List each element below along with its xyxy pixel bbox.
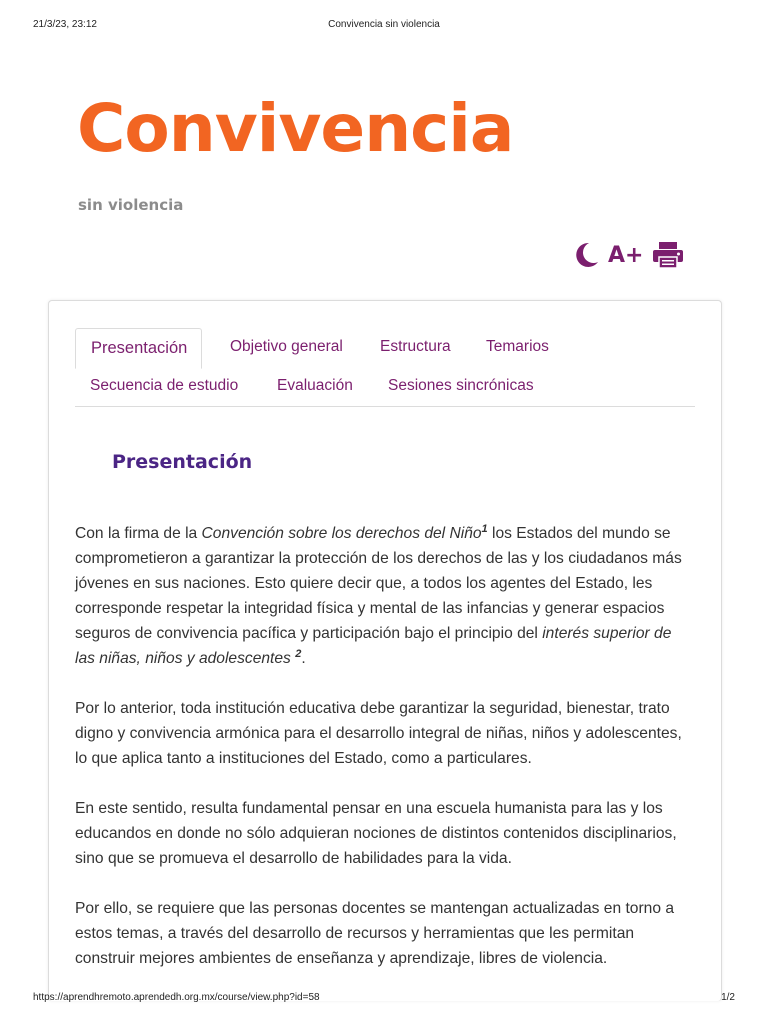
section-body	[75, 521, 695, 996]
paragraph-2: Por lo anterior, toda institución educativa debe garantizar la seguridad, bienestar, trato digno y convivencia armónica para el desarrollo integral de niñas, niños y adolescentes, lo que aplica tanto a instituciones del Estado, como a particulares.	[75, 700, 682, 767]
print-datetime: 21/3/23, 23:12	[33, 19, 97, 30]
footnote-ref-1[interactable]: 1	[481, 522, 488, 535]
paragraph-1-text-b: los Estados del mundo se comprometieron a garantizar la protección de los derechos de las y los ciudadanos más jóvenes en sus naciones. Esto quiere decir que, a todos los agentes del Estado, les corresponde respetar la integridad física y mental de las infancias y generar espacios seguros de convivencia pacífica y participación bajo el principio del	[75, 525, 682, 642]
printer-icon[interactable]	[651, 240, 685, 270]
print-url: https://aprendhremoto.aprendedh.org.mx/course/view.php?id=58	[33, 992, 320, 1003]
convention-title: Convención sobre los derechos del Niño	[201, 525, 482, 542]
tab-secuencia-de-estudio[interactable]: Secuencia de estudio	[90, 377, 239, 394]
section-heading: Presentación	[112, 451, 253, 473]
site-title: Convivencia	[77, 90, 514, 167]
course-tabs	[75, 328, 695, 407]
footnote-ref-2[interactable]: 2	[295, 647, 302, 660]
principle-phrase: interés superior de las niñas, niños y adolescentes	[75, 625, 672, 667]
paragraph-4: Por ello, se requiere que las personas docentes se mantengan actualizadas en torno a estos temas, a través del desarrollo de recursos y herramientas que les permitan construir mejores ambientes de enseñanza y aprendizaje, libres de violencia.	[75, 900, 675, 967]
tab-temarios[interactable]: Temarios	[486, 338, 549, 355]
tab-objetivo-general[interactable]: Objetivo general	[230, 338, 343, 355]
accessibility-toolbar	[572, 238, 685, 272]
print-page-number: 1/2	[721, 992, 735, 1003]
course-content-card	[48, 300, 722, 1001]
font-size-increase-button[interactable]: A+	[608, 242, 644, 268]
tab-estructura[interactable]: Estructura	[380, 338, 451, 355]
print-header	[0, 19, 768, 33]
tab-sesiones-sincronicas[interactable]: Sesiones sincrónicas	[388, 377, 534, 394]
tab-evaluacion[interactable]: Evaluación	[277, 377, 353, 394]
paragraph-1	[75, 521, 695, 671]
print-footer	[0, 992, 768, 1006]
tab-presentacion[interactable]: Presentación	[75, 328, 202, 369]
site-subtitle: sin violencia	[78, 196, 184, 214]
print-document-title: Convivencia sin violencia	[328, 19, 440, 30]
paragraph-1-text-end: .	[301, 650, 306, 667]
paragraph-1-text-a: Con la firma de la	[75, 525, 202, 542]
paragraph-3: En este sentido, resulta fundamental pensar en una escuela humanista para las y los educandos en donde no sólo adquieran nociones de distintos contenidos disciplinarios, sino que se promueva el desarrollo de habilidades para la vida.	[75, 800, 677, 867]
moon-icon[interactable]	[572, 240, 600, 270]
